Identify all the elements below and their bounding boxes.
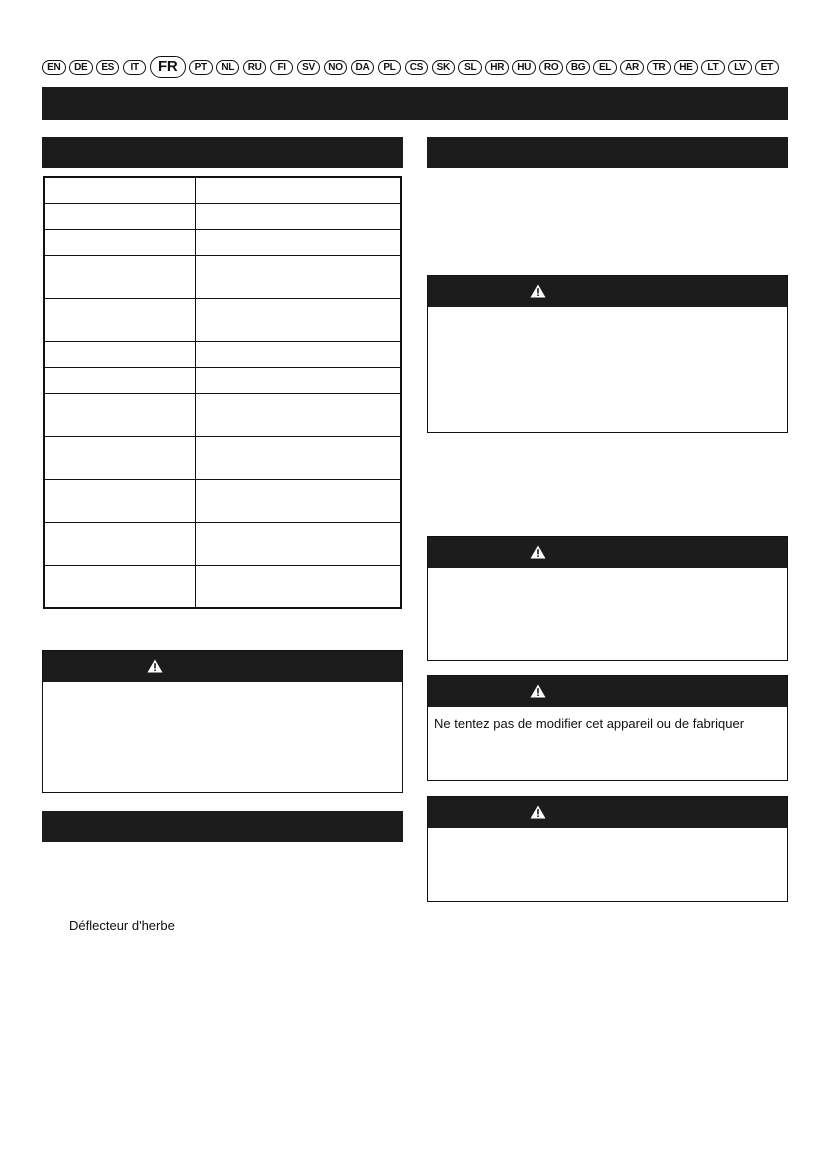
warning-bar bbox=[428, 537, 787, 568]
language-badge-ro: RO bbox=[539, 60, 563, 75]
spec-label bbox=[44, 255, 196, 298]
warning-icon bbox=[530, 805, 546, 819]
language-badge-sv: SV bbox=[297, 60, 321, 75]
spec-label bbox=[44, 522, 196, 565]
table-row bbox=[44, 479, 401, 522]
language-selector bbox=[42, 58, 782, 76]
spec-label bbox=[44, 479, 196, 522]
language-badge-ru: RU bbox=[243, 60, 267, 75]
spec-value bbox=[196, 367, 402, 393]
warning-box-left bbox=[42, 650, 403, 793]
spec-label bbox=[44, 229, 196, 255]
table-row bbox=[44, 367, 401, 393]
language-badge-lt: LT bbox=[701, 60, 725, 75]
page-title-bar bbox=[42, 87, 788, 120]
table-row bbox=[44, 177, 401, 203]
warning-icon bbox=[147, 659, 163, 673]
language-badge-bg: BG bbox=[566, 60, 590, 75]
language-badge-pl: PL bbox=[378, 60, 402, 75]
spec-value bbox=[196, 436, 402, 479]
spec-label bbox=[44, 565, 196, 608]
specifications-table bbox=[43, 176, 402, 609]
description-header bbox=[42, 811, 403, 842]
spec-value bbox=[196, 203, 402, 229]
specifications-header bbox=[42, 137, 403, 168]
language-badge-et: ET bbox=[755, 60, 779, 75]
spec-value bbox=[196, 341, 402, 367]
table-row bbox=[44, 298, 401, 341]
table-row bbox=[44, 203, 401, 229]
warning-bar bbox=[428, 276, 787, 307]
language-badge-da: DA bbox=[351, 60, 375, 75]
spec-value bbox=[196, 177, 402, 203]
warning-box-right-4 bbox=[427, 796, 788, 902]
warning-box-right-1 bbox=[427, 275, 788, 433]
language-badge-it: IT bbox=[123, 60, 147, 75]
spec-value bbox=[196, 229, 402, 255]
language-badge-hu: HU bbox=[512, 60, 536, 75]
spec-value bbox=[196, 479, 402, 522]
language-badge-es: ES bbox=[96, 60, 120, 75]
language-badge-cs: CS bbox=[405, 60, 429, 75]
warning-box-right-2 bbox=[427, 536, 788, 661]
spec-label bbox=[44, 177, 196, 203]
language-badge-el: EL bbox=[593, 60, 617, 75]
table-row bbox=[44, 255, 401, 298]
language-badge-he: HE bbox=[674, 60, 698, 75]
language-badge-en: EN bbox=[42, 60, 66, 75]
table-row bbox=[44, 522, 401, 565]
warning-icon bbox=[530, 284, 546, 298]
language-badge-ar: AR bbox=[620, 60, 644, 75]
warning-text: Ne tentez pas de modifier cet appareil ou de fabriquer bbox=[434, 716, 745, 731]
table-row bbox=[44, 229, 401, 255]
parts-item-grass-deflector: Déflecteur d'herbe bbox=[69, 918, 175, 933]
warning-box-right-3 bbox=[427, 675, 788, 781]
warning-bar bbox=[43, 651, 402, 682]
warning-bar bbox=[428, 676, 787, 707]
language-badge-no: NO bbox=[324, 60, 348, 75]
table-row bbox=[44, 341, 401, 367]
table-row bbox=[44, 436, 401, 479]
table-row bbox=[44, 393, 401, 436]
language-badge-tr: TR bbox=[647, 60, 671, 75]
language-badge-hr: HR bbox=[485, 60, 509, 75]
language-badge-fi: FI bbox=[270, 60, 294, 75]
language-badge-pt: PT bbox=[189, 60, 213, 75]
language-badge-de: DE bbox=[69, 60, 93, 75]
table-row bbox=[44, 565, 401, 608]
language-badge-nl: NL bbox=[216, 60, 240, 75]
language-badge-fr: FR bbox=[150, 56, 186, 78]
spec-label bbox=[44, 298, 196, 341]
intended-use-header bbox=[427, 137, 788, 168]
spec-value bbox=[196, 255, 402, 298]
language-badge-sk: SK bbox=[432, 60, 456, 75]
warning-icon bbox=[530, 545, 546, 559]
language-badge-lv: LV bbox=[728, 60, 752, 75]
spec-label bbox=[44, 367, 196, 393]
spec-value bbox=[196, 565, 402, 608]
warning-bar bbox=[428, 797, 787, 828]
spec-label bbox=[44, 436, 196, 479]
spec-label bbox=[44, 393, 196, 436]
spec-value bbox=[196, 522, 402, 565]
warning-icon bbox=[530, 684, 546, 698]
spec-label bbox=[44, 341, 196, 367]
spec-label bbox=[44, 203, 196, 229]
spec-value bbox=[196, 393, 402, 436]
spec-value bbox=[196, 298, 402, 341]
language-badge-sl: SL bbox=[458, 60, 482, 75]
